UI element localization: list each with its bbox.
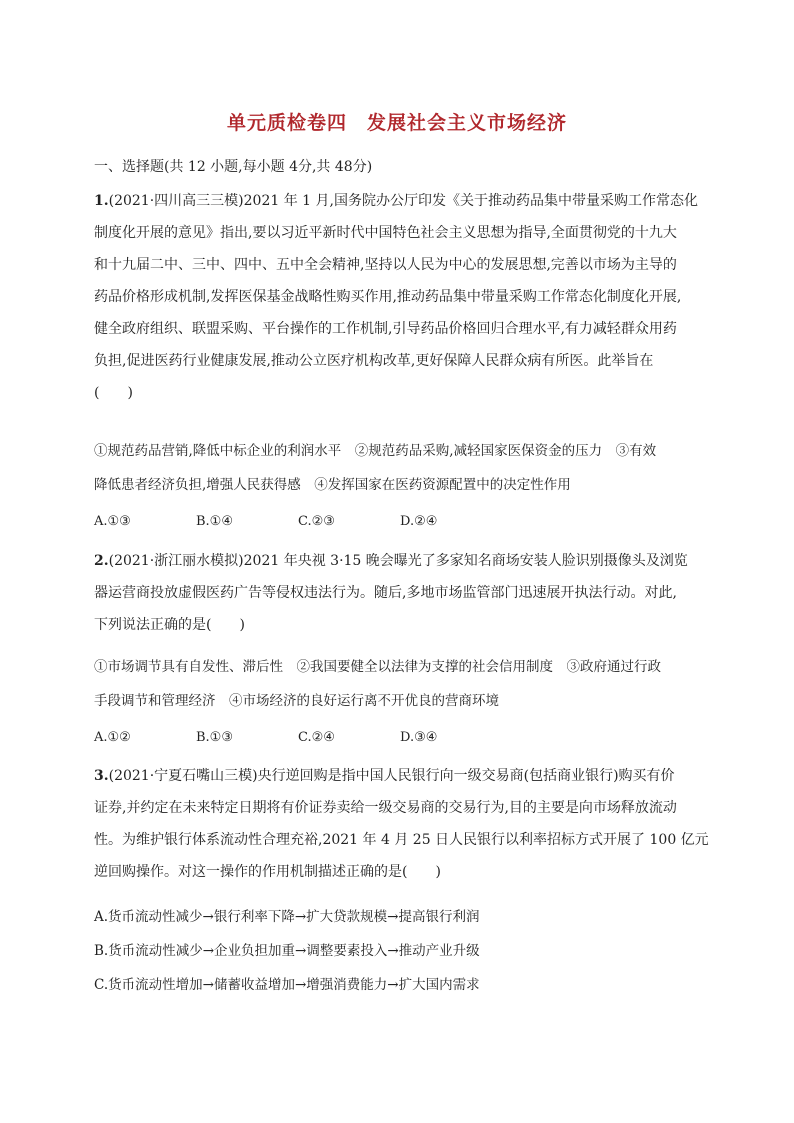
question-text-line: (2021·浙江丽水模拟)2021 年央视 3·15 晚会曝光了多家知名商场安装人脸识别摄像头及浏览: [108, 553, 688, 569]
question-text-line: 制度化开展的意见》指出,要以习近平新时代中国特色社会主义思想为指导,全面贯彻党的十九大: [94, 225, 677, 241]
question-text-line: 药品价格形成机制,发挥医保基金战略性购买作用,推动药品集中带量采购工作常态化制度化开展,: [94, 289, 682, 305]
statement-line: ①规范药品营销,降低中标企业的利润水平 ②规范药品采购,减轻国家医保资金的压力 ③有效: [94, 443, 657, 459]
answer-bracket: ( ): [94, 385, 133, 401]
question-text-line: 下列说法正确的是( ): [94, 617, 245, 633]
question-2-choices: [94, 730, 502, 745]
question-text-line: (2021·四川高三三模)2021 年 1 月,国务院办公厅印发《关于推动药品集中带量采购工作常态化: [108, 193, 698, 209]
question-1-choices: [94, 514, 502, 529]
statement-line: 手段调节和管理经济 ④市场经济的良好运行离不开优良的营商环境: [94, 693, 499, 709]
page-title: 单元质检卷四 发展社会主义市场经济: [226, 112, 567, 134]
choice-a[interactable]: A.①③: [94, 514, 131, 529]
question-text-line: 器运营商投放虚假医药广告等侵权违法行为。随后,多地市场监管部门迅速展开执法行动。对此,: [94, 585, 677, 601]
option-b[interactable]: B.货币流动性减少→企业负担加重→调整要素投入→推动产业升级: [94, 943, 480, 959]
question-2: [94, 545, 704, 641]
option-c[interactable]: C.货币流动性增加→储蓄收益增加→增强消费能力→扩大国内需求: [94, 977, 480, 993]
question-text-line: (2021·宁夏石嘴山三模)央行逆回购是指中国人民银行向一级交易商(包括商业银行)购买有价: [108, 768, 675, 784]
question-1: [94, 185, 704, 409]
question-text-line: 证券,并约定在未来特定日期将有价证券卖给一级交易商的交易行为,目的主要是向市场释放流动: [94, 800, 677, 816]
choice-d[interactable]: D.②④: [400, 514, 438, 529]
question-number: 1.: [94, 193, 109, 209]
statement-line: 降低患者经济负担,增强人民获得感 ④发挥国家在医药资源配置中的决定性作用: [94, 477, 571, 493]
choice-b[interactable]: B.①③: [196, 730, 233, 745]
question-text-line: 负担,促进医药行业健康发展,推动公立医疗机构改革,更好保障人民群众病有所医。此举旨在: [94, 353, 654, 369]
section-heading: 一、选择题(共 12 小题,每小题 4分,共 48分): [94, 159, 373, 175]
choice-c[interactable]: C.②④: [298, 730, 335, 745]
question-3: [94, 760, 709, 888]
option-a[interactable]: A.货币流动性减少→银行利率下降→扩大贷款规模→提高银行利润: [94, 909, 480, 925]
choice-b[interactable]: B.①④: [196, 514, 233, 529]
question-2-statements: [94, 650, 704, 718]
choice-c[interactable]: C.②③: [298, 514, 335, 529]
question-3-options: [94, 900, 704, 1002]
question-number: 2.: [94, 553, 109, 569]
choice-a[interactable]: A.①②: [94, 730, 131, 745]
statement-line: ①市场调节具有自发性、滞后性 ②我国要健全以法律为支撑的社会信用制度 ③政府通过行政: [94, 659, 661, 675]
question-text-line: 和十九届二中、三中、四中、五中全会精神,坚持以人民为中心的发展思想,完善以市场为主导的: [94, 257, 677, 273]
question-text-line: 健全政府组织、联盟采购、平台操作的工作机制,引导药品价格回归合理水平,有力减轻群众用药: [94, 321, 677, 337]
question-number: 3.: [94, 768, 109, 784]
question-1-statements: [94, 434, 704, 502]
question-text-line: 性。为维护银行体系流动性合理充裕,2021 年 4 月 25 日人民银行以利率招标方式开展了 100 亿元: [94, 832, 709, 848]
choice-d[interactable]: D.③④: [400, 730, 438, 745]
question-text-line: 逆回购操作。对这一操作的作用机制描述正确的是( ): [94, 864, 441, 880]
